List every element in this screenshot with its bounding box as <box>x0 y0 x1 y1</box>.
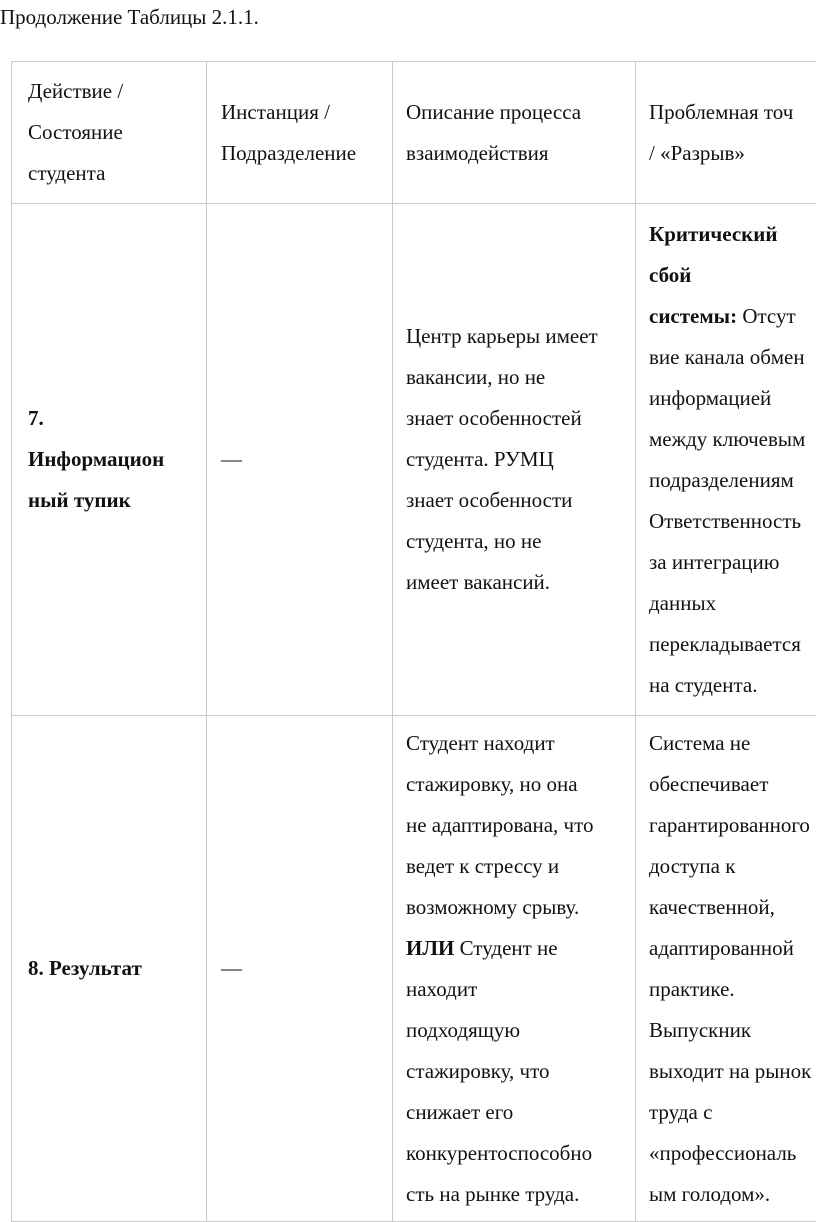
problem-cell: Критический сбой системы: Отсут вие канала обмен информацией между ключевым подразделениям Ответственность за интеграцию данных перекладывается на студента. <box>636 204 816 716</box>
instance-cell: — <box>207 204 393 716</box>
process-table <box>11 61 816 1222</box>
table-header-row <box>12 62 816 204</box>
header-problem-point: Проблемная точ / «Разрыв» <box>636 62 816 204</box>
table-caption: Продолжение Таблицы 2.1.1. <box>0 5 259 29</box>
table-row <box>12 204 816 716</box>
table-row <box>12 716 816 1222</box>
problem-cell: Система не обеспечивает гарантированного доступа к качественной, адаптированной практике. Выпускник выходит на рынок труда с «профессиональ ым голодом». <box>636 716 816 1222</box>
header-instance-department: Инстанция / Подразделение <box>207 62 393 204</box>
stage-cell: 7. Информацион ный тупик <box>12 204 207 716</box>
header-action-state: Действие / Состояние студента <box>12 62 207 204</box>
description-cell: Центр карьеры имеет вакансии, но не знает особенностей студента. РУМЦ знает особенности студента, но не имеет вакансий. <box>393 204 636 716</box>
description-cell: Студент находит стажировку, но она не адаптирована, что ведет к стрессу и возможному срыву. ИЛИ Студент не находит подходящую стажировку, что снижает его конкурентоспособно сть на рынке труда. <box>393 716 636 1222</box>
header-process-description: Описание процесса взаимодействия <box>393 62 636 204</box>
instance-cell: — <box>207 716 393 1222</box>
stage-cell: 8. Результат <box>12 716 207 1222</box>
